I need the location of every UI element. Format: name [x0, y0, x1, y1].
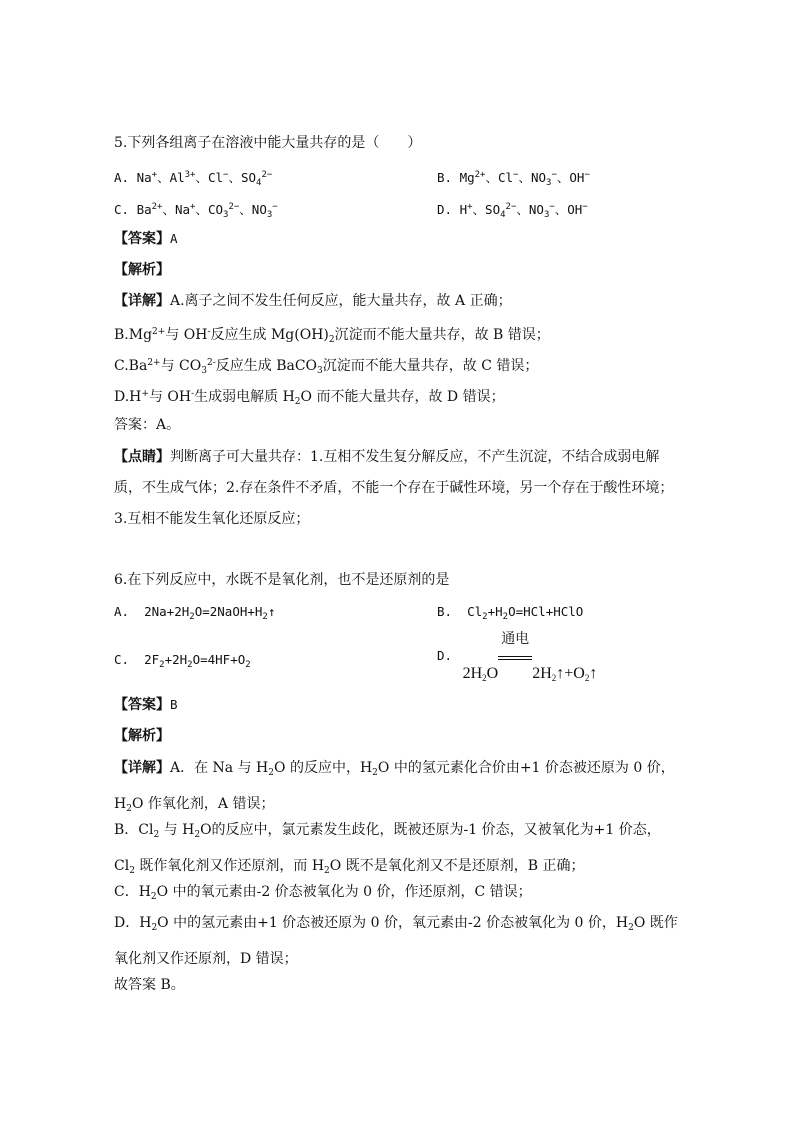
q5-detail-c: $C.Ba^{2+}$与 $CO_3^{2-}$反应生成 BaCO$_3$沉淀而不能大量共存，故 C 错误； — [114, 358, 539, 376]
q6-option-b: B. $Cl_2+H_2O=HCl+HClO$ — [437, 604, 584, 622]
q5-detail-a: 【详解】A.离子之间不发生任何反应，能大量共存，故 A 正确； — [114, 293, 512, 309]
q5-analysis-heading: 【解析】 — [114, 262, 170, 278]
q6-detail-d: D．$H_2O$ 中的氢元素由+1 价态被还原为 0 价，氧元素由-2 价态被氧化为 0 价，$H_2O$ 既作氧化剂又作还原剂，D 错误； — [114, 915, 678, 967]
q5-detail-b: $B.Mg^{2+}$与 OH-反应生成 $Mg(OH)_2$沉淀而不能大量共存，故 B 错误； — [114, 327, 550, 345]
q6-option-c: C. $2F_2+2H_2O=4HF+O_2$ — [114, 652, 251, 670]
q5-option-d: D. H+、$SO_4^{2-}$、$NO_3^-$、OH− — [437, 202, 588, 220]
q5-answer: 【答案】A — [114, 231, 178, 247]
q6-answer: 【答案】B — [114, 697, 178, 713]
q5-option-a: A. Na+、$Al^{3+}$、Cl−、$SO_4^{2-}$ — [114, 170, 273, 188]
q6-option-d: D. $2H_2O$ 通电 $2H_2↑+O_2↑$ — [437, 632, 598, 683]
q6-analysis-heading: 【解析】 — [114, 728, 170, 744]
q6-detail-c: C．$H_2O$ 中的氧元素由-2 价态被氧化为 0 价，作还原剂，C 错误； — [114, 884, 532, 902]
q6-stem: 6.在下列反应中，水既不是氧化剂，也不是还原剂的是 — [114, 572, 450, 588]
electrolysis-condition-arrow: 通电 — [498, 632, 532, 660]
q5-option-c: C. $Ba^{2+}$、Na+、$CO_3^{2-}$、$NO_3^-$ — [114, 202, 278, 220]
q5-final-answer: 答案：A。 — [114, 417, 181, 433]
q6-final-answer: 故答案 B。 — [114, 977, 185, 993]
q5-stem: 5.下列各组离子在溶液中能大量共存的是（ ） — [114, 135, 422, 151]
q6-detail-a: 【详解】A．在 Na 与 $H_2O$ 的反应中，$H_2O$ 中的氢元素化合价由+1 价态被还原为 0 价，$H_2O$ 作氧化剂，A 错误； — [114, 760, 675, 814]
q5-detail-d: D.H+与 OH-生成弱电解质 $H_2O$ 而不能大量共存，故 D 错误； — [114, 389, 505, 407]
q6-option-a: A. $2Na+2H_2O=2NaOH+H_2↑$ — [114, 604, 276, 622]
q6-detail-b: B．$Cl_2$ 与 $H_2O$的反应中，氯元素发生歧化，既被还原为-1 价态，又被氧化为+1 价态，$Cl_2$ 既作氧化剂又作还原剂，而 $H_2O$ 既不是氧化剂又不是还原剂，B 正确； — [114, 822, 661, 876]
q5-tip: 【点睛】判断离子可大量共存：1.互相不发生复分解反应，不产生沉淀，不结合成弱电解质，不生成气体；2.存在条件不矛盾，不能一个存在于碱性环境，另一个存在于酸性环境；3.互相不能发生氧化还原反应； — [114, 449, 674, 527]
q5-option-b: B. $Mg^{2+}$、Cl−、$NO_3^-$、OH− — [437, 170, 590, 188]
